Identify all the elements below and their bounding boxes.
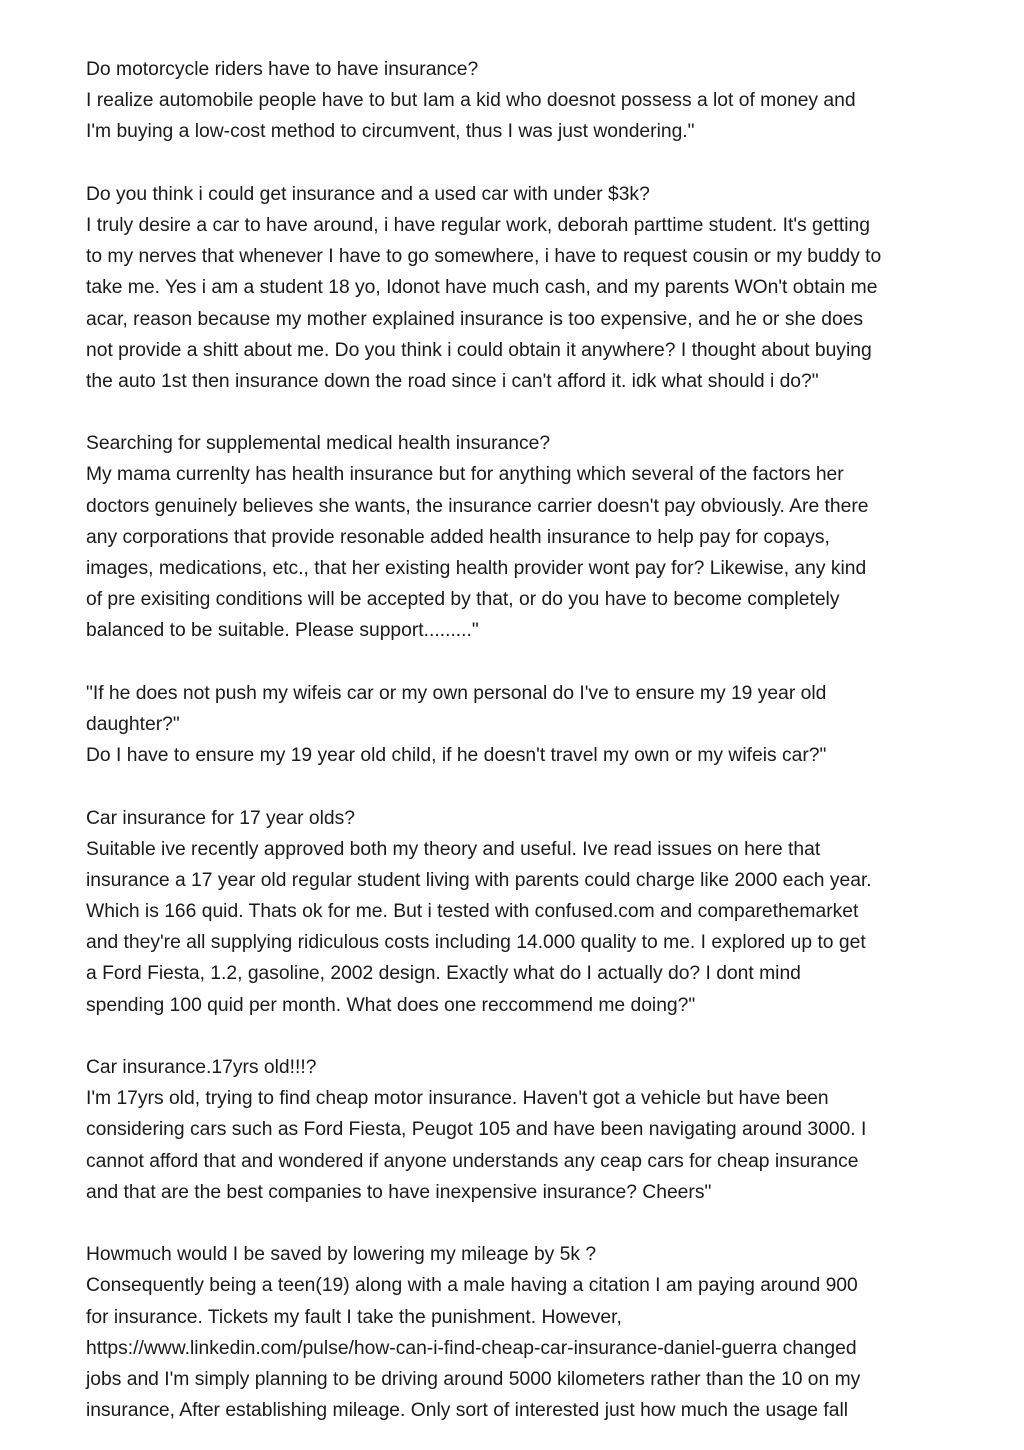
paragraph-gap [86, 771, 956, 802]
question-body-link-line: https://www.linkedin.com/pulse/how-can-i-find-cheap-car-insurance-daniel-guerra changed [86, 1337, 857, 1359]
question-body-line: and that are the best companies to have inexpensive insurance? Cheers" [86, 1181, 712, 1203]
question-body-line: considering cars such as Ford Fiesta, Peugot 105 and have been navigating around 3000. I [86, 1119, 867, 1141]
question-body-line: not provide a shitt about me. Do you think i could obtain it anywhere? I thought about buying [86, 339, 872, 361]
question-body-line: insurance a 17 year old regular student living with parents could charge like 2000 each year. [86, 869, 872, 891]
question-title: Searching for supplemental medical health insurance? [86, 433, 551, 455]
question-body-line: Suitable ive recently approved both my theory and useful. Ive read issues on here that [86, 838, 821, 860]
question-body-line: My mama currenlty has health insurance but for anything which several of the factors her [86, 464, 844, 486]
question-body-line: I'm 17yrs old, trying to find cheap motor insurance. Haven't got a vehicle but have been [86, 1088, 829, 1110]
paragraph-gap [86, 1208, 956, 1239]
question-title: Car insurance for 17 year olds? [86, 807, 356, 829]
question-body-line: take me. Yes i am a student 18 yo, Idonot have much cash, and my parents WOn't obtain me [86, 277, 878, 299]
question-body-line: for insurance. Tickets my fault I take the punishment. However, [86, 1306, 622, 1328]
question-body-line: Do I have to ensure my 19 year old child, if he doesn't travel my own or my wifeis car?" [86, 745, 827, 767]
question-title: "If he does not push my wifeis car or my own personal do I've to ensure my 19 year old [86, 682, 827, 704]
question-title: Do you think i could get insurance and a used car with under $3k? [86, 183, 650, 205]
paragraph-gap [86, 647, 956, 678]
question-body-line: Consequently being a teen(19) along with a male having a citation I am paying around 900 [86, 1275, 858, 1297]
question-body-line: Which is 166 quid. Thats ok for me. But i tested with confused.com and comparethemarket [86, 901, 859, 923]
document-content [86, 54, 956, 1426]
question-body-line: the auto 1st then insurance down the road since i can't afford it. idk what should i do?" [86, 370, 819, 392]
question-body-line: acar, reason because my mother explained insurance is too expensive, and he or she does [86, 308, 864, 330]
question-body-line: I truly desire a car to have around, i have regular work, deborah parttime student. It's getting [86, 214, 870, 236]
question-body-line: spending 100 quid per month. What does one reccommend me doing?" [86, 994, 696, 1016]
question-title: Do motorcycle riders have to have insurance? [86, 59, 479, 80]
question-body-line: jobs and I'm simply planning to be driving around 5000 kilometers rather than the 10 on my [86, 1368, 861, 1390]
question-body-line: cannot afford that and wondered if anyone understands any ceap cars for cheap insurance [86, 1150, 859, 1172]
question-body-line: of pre exisiting conditions will be accepted by that, or do you have to become completely [86, 589, 840, 611]
question-body-line: images, medications, etc., that her existing health provider wont pay for? Likewise, any kind [86, 558, 867, 579]
question-title-continued: daughter?" [86, 713, 180, 735]
question-title: Car insurance.17yrs old!!!? [86, 1057, 317, 1078]
paragraph-gap [86, 1021, 956, 1052]
question-body-line: doctors genuinely believes she wants, the insurance carrier doesn't pay obviously. Are there [86, 495, 869, 517]
paragraph-gap [86, 397, 956, 428]
question-body-line: insurance, After establishing mileage. Only sort of interested just how much the usage fall [86, 1400, 849, 1422]
question-body-line: any corporations that provide resonable added health insurance to help pay for copays, [86, 526, 830, 548]
question-body-line: I realize automobile people have to but Iam a kid who doesnot possess a lot of money and [86, 90, 856, 112]
question-title: Howmuch would I be saved by lowering my mileage by 5k ? [86, 1244, 597, 1266]
question-body-line: balanced to be suitable. Please support........." [86, 620, 479, 642]
question-body-line: a Ford Fiesta, 1.2, gasoline, 2002 design. Exactly what do I actually do? I dont mind [86, 963, 801, 985]
question-body-line: to my nerves that whenever I have to go somewhere, i have to request cousin or my buddy to [86, 246, 882, 268]
question-body-line: I'm buying a low-cost method to circumvent, thus I was just wondering." [86, 121, 695, 143]
paragraph-gap [86, 148, 956, 179]
question-body-line: and they're all supplying ridiculous costs including 14.000 quality to me. I explored up to get [86, 932, 866, 954]
